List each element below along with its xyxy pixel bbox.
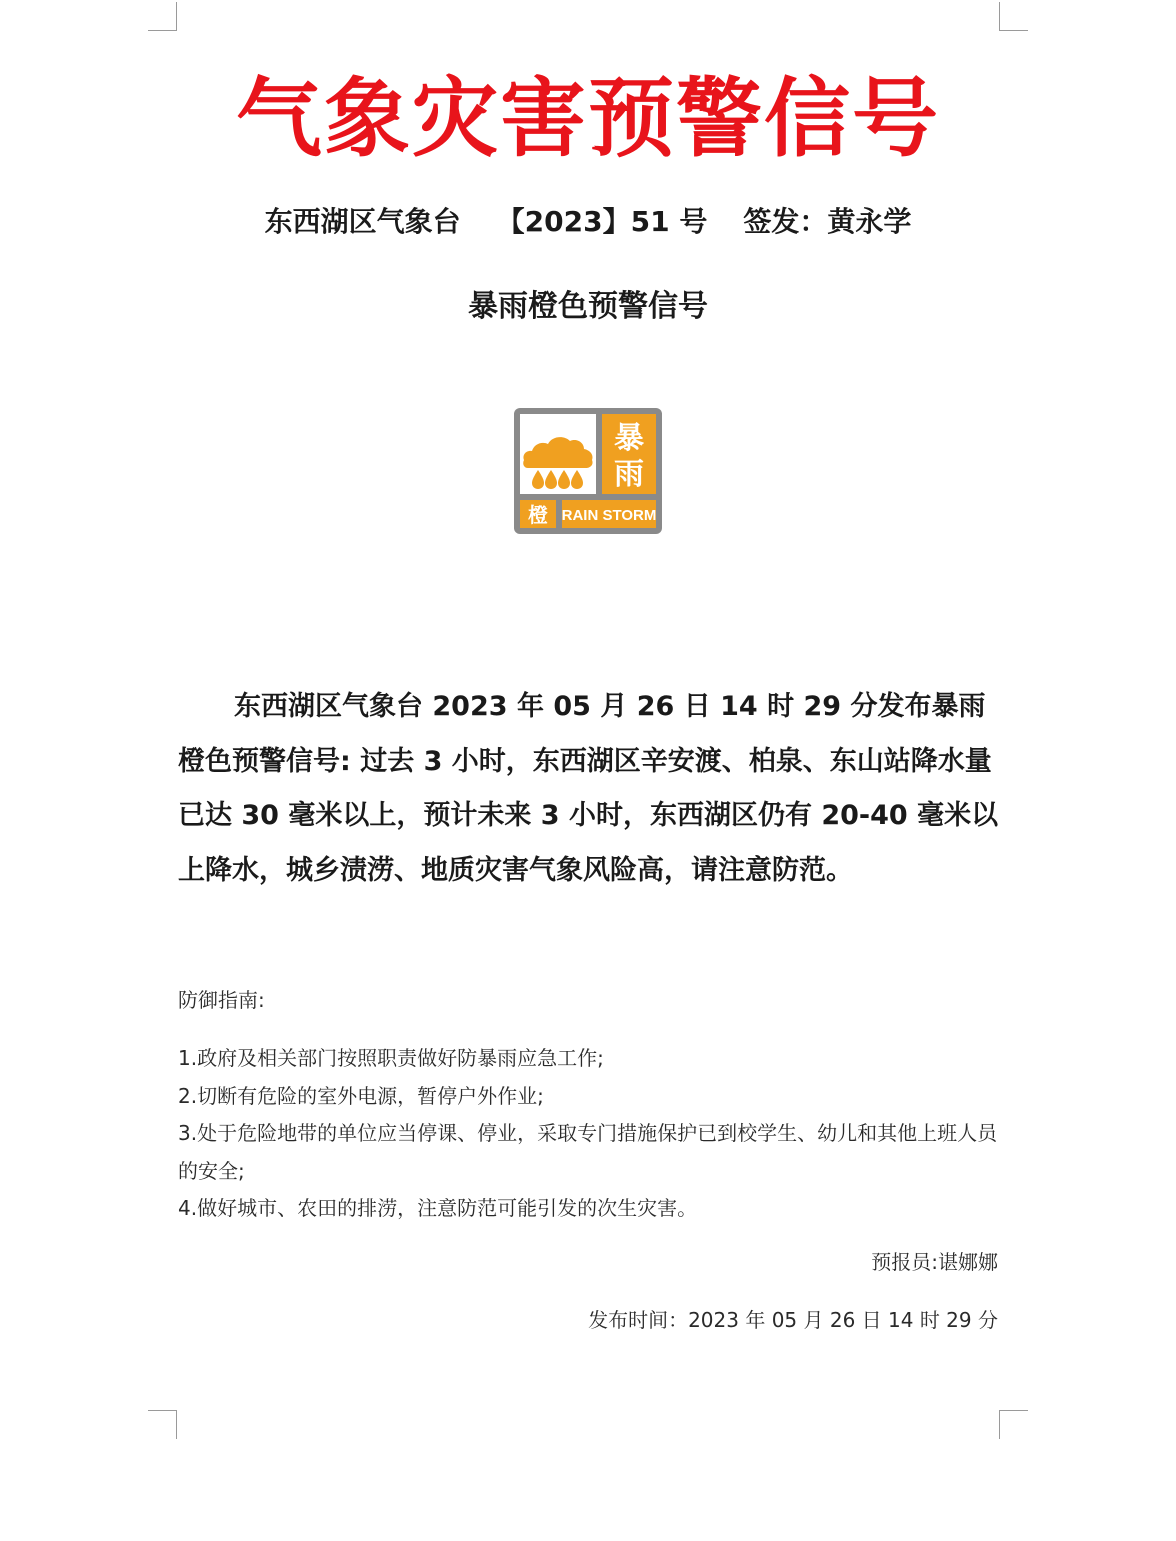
badge-level-glyph: 橙 xyxy=(528,503,548,527)
guide-list xyxy=(178,1040,1000,1228)
issuer-office: 东西湖区气象台 xyxy=(264,205,461,238)
rainstorm-orange-warning-icon xyxy=(514,408,662,534)
main-title: 气象灾害预警信号 xyxy=(236,69,940,169)
signed-by: 签发：黄永学 xyxy=(743,205,912,238)
list-item: 3.处于危险地带的单位应当停课、停业，采取专门措施保护已到校学生、幼儿和其他上班人员的安全; xyxy=(178,1121,998,1183)
release-time: 发布时间：2023 年 05 月 26 日 14 时 29 分 xyxy=(588,1308,998,1332)
crop-mark-top-left xyxy=(148,2,177,31)
crop-mark-bottom-right xyxy=(999,1410,1028,1439)
list-item: 1.政府及相关部门按照职责做好防暴雨应急工作; xyxy=(178,1046,604,1070)
badge-glyph-top: 暴 xyxy=(614,421,644,456)
list-item: 4.做好城市、农田的排涝，注意防范可能引发的次生灾害。 xyxy=(178,1196,698,1221)
issue-number: 【2023】51 号 xyxy=(496,205,708,238)
badge-glyph-bottom: 雨 xyxy=(614,457,644,492)
crop-mark-top-right xyxy=(999,2,1028,31)
badge-english: RAIN STORM xyxy=(561,507,657,524)
forecaster: 预报员:谌娜娜 xyxy=(871,1250,998,1274)
issuer-line xyxy=(0,202,1176,242)
crop-mark-bottom-left xyxy=(148,1410,177,1439)
signal-title: 暴雨橙色预警信号 xyxy=(468,289,708,324)
warning-body: 东西湖区气象台 2023 年 05 月 26 日 14 时 29 分发布暴雨橙色预警信号: 过去 3 小时，东西湖区辛安渡、柏泉、东山站降水量已达 30 毫米以上，预计未来 3 小时，东西湖区仍有 20-40 毫米以上降水，城乡渍涝、地质灾害气象风险高，请注意防范。 xyxy=(178,691,999,886)
guide-heading: 防御指南: xyxy=(178,988,265,1012)
list-item: 2.切断有危险的室外电源，暂停户外作业; xyxy=(178,1083,544,1108)
